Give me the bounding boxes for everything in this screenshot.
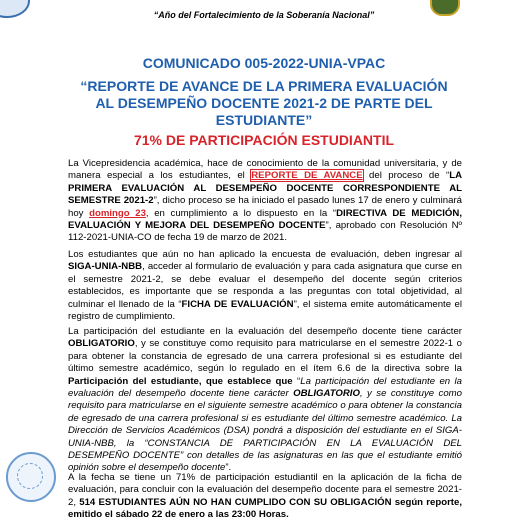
paragraph-4: A la fecha se tiene un 71% de participación estudiantil en la aplicación de la ficha de evaluación, para concluir con la evaluación del desempeño docente para el semestre 2021-2, 514 ESTUDIANTES AÚN NO HAN CUMPLIDO CON SU OBLIGACIÓN según reporte, emitido el sábado 22 de enero a las 23:00 Horas. [68, 472, 462, 521]
participation-heading: 71% DE PARTICIPACIÓN ESTUDIANTIL [133, 132, 395, 148]
highlight-report: REPORTE DE AVANCE [251, 170, 363, 182]
paragraph-3: La participación del estudiante en la evaluación del desempeño docente tiene carácter OBLIGATORIO, y se constituye como requisito para matricularse en el semestre 2022-1 o para obtener la constancia de egresado de una carrera profesional si es estudiante del último semestre académico, según lo regulado en el ítem 6.6 de la directiva sobre la Participación del estudiante, que establece que “La participación del estudiante en la evaluación del desempeño docente tiene carácter OBLIGATORIO, y se constituye como requisito para matricularse en el siguiente semestre académico o para obtener la constancia de egresado de una carrera profesional si es estudiante del último semestre académico. La Dirección de Servicios Académicos (DSA) pondrá a disposición del estudiante en el SIGA-UNIA-NBB, la “CONSTANCIA DE PARTICIPACIÓN EN LA EVALUACIÓN DEL DESEMPEÑO DOCENTE” con detalles de las asignaturas en las que el estudiante emitió opinión sobre el desempeño docente”. [68, 326, 462, 474]
comunicado-title: COMUNICADO 005-2022-UNIA-VPAC [142, 55, 386, 71]
report-title-line2: AL DESEMPEÑO DOCENTE 2021-2 DE PARTE DEL [95, 95, 433, 111]
year-motto: “Año del Fortalecimiento de la Soberanía Nacional” [153, 10, 375, 20]
official-seal [6, 452, 56, 502]
paragraph-1: La Vicepresidencia académica, hace de conocimiento de la comunidad universitaria, y de manera especial a los estudiantes, el REPORTE DE AVANCE del proceso de “LA PRIMERA EVALUACIÓN AL DESEMPEÑO DOCENTE CORRESPONDIENTE AL SEMESTRE 2021-2”, dicho proceso se ha iniciado el pasado lunes 17 de enero y culminará hoy domingo 23, en cumplimiento a lo dispuesto en la “DIRECTIVA DE MEDICIÓN, EVALUACIÓN Y MEJORA DEL DESEMPEÑO DOCENTE”, aprobado con Resolución Nº 112-2021-UNIA-CO de fecha 19 de marzo de 2021. [68, 158, 462, 244]
report-title-line1: “REPORTE DE AVANCE DE LA PRIMERA EVALUACIÓN [80, 78, 448, 94]
highlight-date: domingo 23 [89, 207, 146, 219]
paragraph-2: Los estudiantes que aún no han aplicado la encuesta de evaluación, deben ingresar al SIGA-UNIA-NBB, acceder al formulario de evaluación y para cada asignatura que curse en el semestre 2021-2, se debe evaluar el desempeño del docente según criterios establecidos, es importante que se responda a las preguntas con total objetividad, al culminar el llenado de la “FICHA DE EVALUACIÓN”, el sistema emite automáticamente el registro de cumplimiento. [68, 249, 463, 323]
report-title-line3: ESTUDIANTE” [215, 112, 313, 128]
